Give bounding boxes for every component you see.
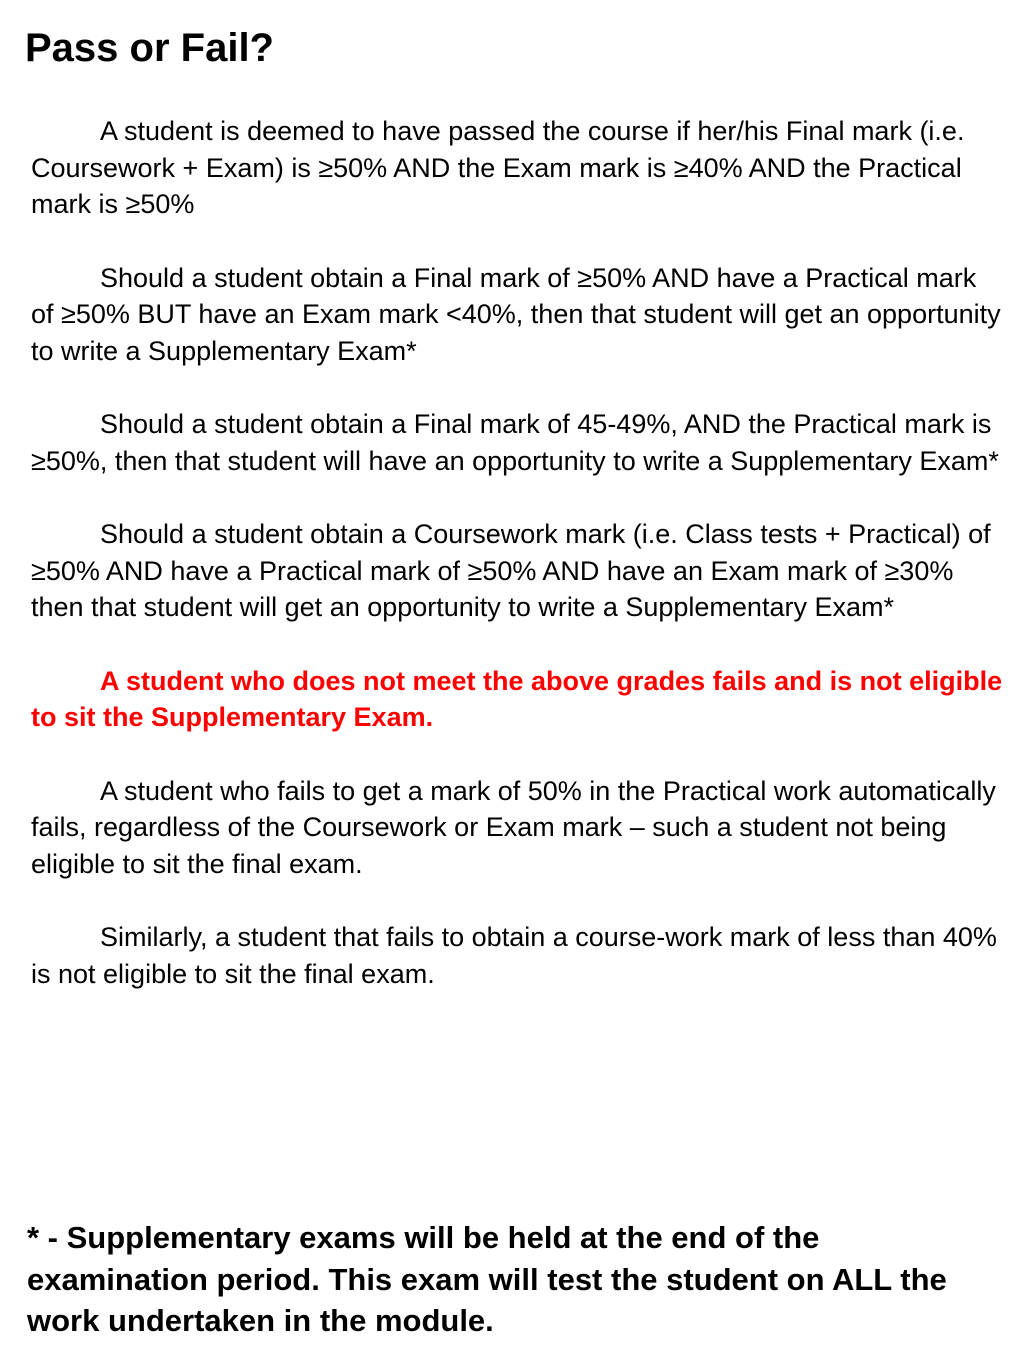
rule-pass-criteria: A student is deemed to have passed the course if her/his Final mark (i.e. Coursework + Exam) is ≥50% AND the Exam mark is ≥40% AND the Practical mark is ≥50% xyxy=(31,116,965,219)
page-title: Pass or Fail? xyxy=(25,26,274,70)
fail-warning: A student who does not meet the above grades fails and is not eligible to sit the Supplementary Exam. xyxy=(31,665,1003,732)
rule-supplementary-exam-below-40: Should a student obtain a Final mark of ≥50% AND have a Practical mark of ≥50% BUT have an Exam mark <40%, then that student will get an opportunity to write a Supplementary Exam* xyxy=(31,262,1001,366)
rule-practical-fail: A student who fails to get a mark of 50% in the Practical work automatically fails, regardless of the Coursework or Exam mark – such a student not being eligible to sit the final exam. xyxy=(31,775,996,879)
rule-supplementary-final-45-49: Should a student obtain a Final mark of 45-49%, AND the Practical mark is ≥50%, then that student will have an opportunity to write a Supplementary Exam* xyxy=(31,409,999,476)
supplementary-footnote: * - Supplementary exams will be held at the end of the examination period. This exam will test the student on ALL the work undertaken in the module. xyxy=(27,1220,947,1338)
rule-supplementary-coursework: Should a student obtain a Coursework mark (i.e. Class tests + Practical) of ≥50% AND have a Practical mark of ≥50% AND have an Exam mark of ≥30% then that student will get an opportunity to write a Supplementary Exam* xyxy=(31,519,991,622)
rules-body xyxy=(31,113,1006,1029)
rule-coursework-fail: Similarly, a student that fails to obtain a course-work mark of less than 40% is not eligible to sit the final exam. xyxy=(31,922,997,989)
